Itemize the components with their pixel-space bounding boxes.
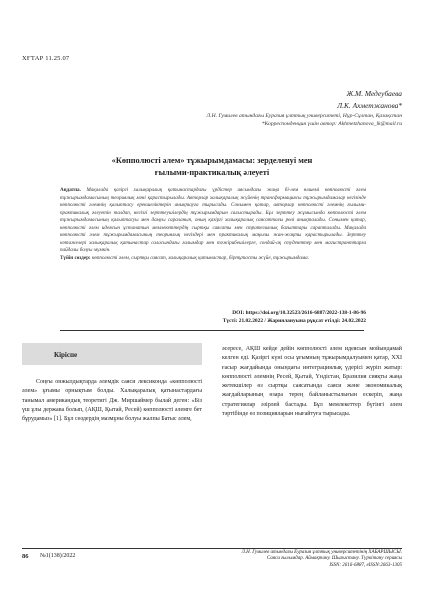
affiliation-correspondence: *Корреспонденция үшін автор: Akhmetzhanova_lk@mail.ru (261, 120, 402, 127)
journal-info (241, 550, 402, 569)
abstract-text: Мақалада қазіргі халықаралық қатынастардағы үрдістер аясындағы жаңа бі-лем өлшемі көпполюсті әлем тұжырымдамасының теориялық мәні қарастырылады. Авторлар халықаралық жүйенің трансформациясы тұжырымдамалар негізінде көпполюсті әлемнің қалыптасу ерекшеліктерін анықтауға тырысады. Сонымен қатар, авторлар көпполюсті әлемнің ғылыми-практикалық әлеуетін талдап, негізгі зерттеушілердің тұжырымдарын салыстырады. Бұл зерттеу жұмысында көпполюсті әлем тұжырымдамасының қалыптасуы мен дамуы сараланып, оның қазіргі халықаралық саясаттағы рөлі анықталады. Сонымен қатар, көпполюсті әлем идеясын ұстанатын мемлекеттердің сыртқы саясаты мен стратегиялық бағыттары сарапталады. Мақалада көпполюсті әлем тұжырымдамасының теориялық негіздері мен практикалық маңызы жан-жақты қарастырылады. Зерттеу нәтижелері халықаралық қатынастар саласындағы ғалымдар мен тәжірибешілерге, сондай-ақ студенттер мен магистранттарға пайдалы болуы мүмкін. (60, 187, 367, 253)
keywords-label: Түйін сөздер: (60, 254, 91, 261)
body-paragraph-right: әсересе, АҚШ кейде дейін көпполюсті әлем идеясын мойындамай келген еді. Қазіргі күні осы ұғымның тұжырымдалуымен қатар, ХХІ ғасыр жағдайында онындағы интеграциялық үдерісі жүріп жатыр: көпполюсті әлемнің Ресей, Қытай, Үндістан, Бразилия сияқты жаңа жетекшілер өз сыртқы саясатында саяси және экономикалық жағдайларының өзара терең байланыстылығын ескеріп, жаңа стратегиялар әзірлей бастады. Бұл мемлекеттер бүгінгі әлем тәртібінде өз позицияларын нығайтуға тырысады. (222, 346, 402, 418)
journal-series: Саяси ғылымдар. Аймақтану. Шығыстану. Түркітану сериясы (266, 556, 402, 562)
doi-link[interactable]: DOI: https://doi.org/10.32523/2616-6887/2022-138-1-86-96 (232, 310, 366, 316)
page-number: 86 (22, 553, 29, 560)
footer-divider (22, 548, 402, 549)
title-line-1: «Көпполюсті әлем» тұжырымдамасы: зерделенуі мен (111, 156, 313, 165)
author-2: Л.К. Ахметжанова* (337, 101, 402, 110)
keywords-text: көпполюсті әлем, сыртқы саясат, халықаралық қатынастар, біртұтасты жүйе, тұжырымдама. (91, 254, 309, 261)
abstract-label: Аңдатпа. (60, 187, 81, 193)
issue-number: №1(138)/2022 (40, 553, 76, 559)
body-column-right (222, 345, 402, 419)
intro-heading-box (22, 343, 202, 365)
author-1: Ж.М. Медеубаева (346, 89, 402, 98)
affiliation-block (206, 113, 402, 128)
article-title (60, 155, 364, 178)
body-paragraph-left: Соңғы онжылдықтарда әлемдік саяси лексиконда «көпполюсті әлем» ұғымы орнықтым болды. Халықаралық қатынастардағы танымал американдық теоретигі Дж. Миршаймер былай деген: «Біз үш ұлы держава болып, (АҚШ, Қытай, Ресей) көпполюсті әлемге бет бұрудамыз» [1]. Бұл сөздердің мазмұны болуы жалпы Батыс әлем, (22, 379, 202, 423)
title-line-2: ғылыми-практикалық әлеуеті (154, 167, 270, 177)
journal-name: Л.Н. Гумилев атындағы Еуразия ұлттық университетінің ХАБАРШЫСЫ. (241, 550, 402, 555)
publication-meta (223, 310, 366, 326)
section-divider (60, 330, 364, 331)
abstract-block (60, 187, 366, 262)
intro-heading: Кіріспе (54, 351, 78, 359)
body-column-left (22, 378, 202, 424)
dates-line: Түсті: 21.02.2022 / Жариялануына рұқсат етілді: 24.02.2022 (222, 317, 366, 324)
authors-block (337, 88, 402, 112)
affiliation-university: Л.Н. Гумилев атындағы Еуразия ұлттық университеті, Нұр-Сұлтан, Қазақстан (206, 113, 402, 119)
udc-code: ХҒТАР 11.25.07 (22, 55, 70, 62)
journal-issn: ISSN: 2616-6887, eISSN:2663-1305 (329, 562, 402, 568)
